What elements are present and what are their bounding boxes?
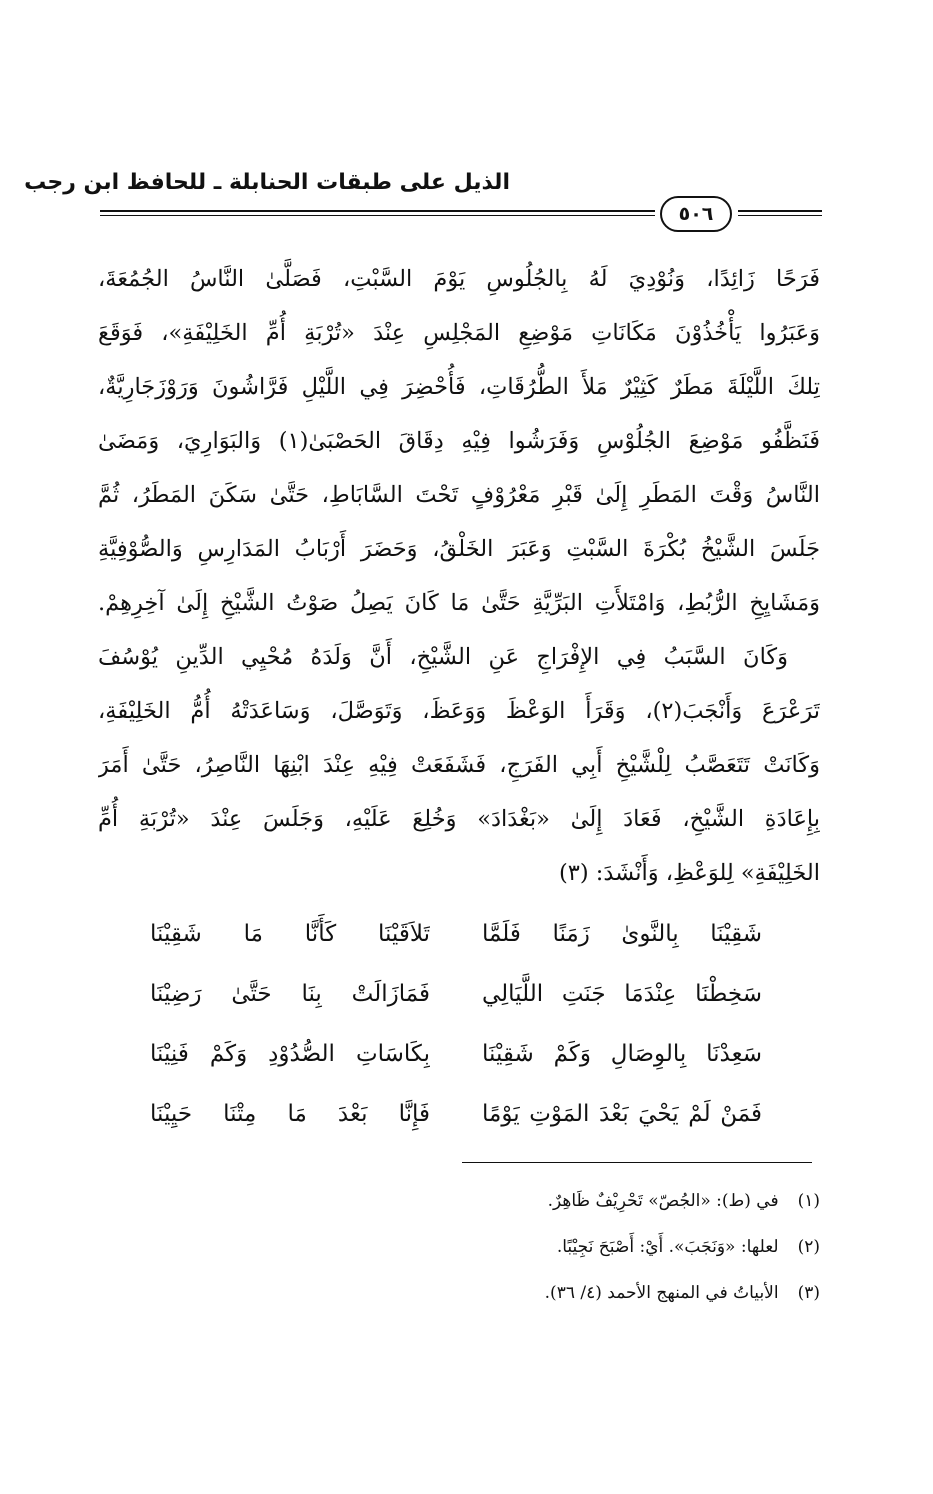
verse-second-hemistich: تَلاَقَيْنَا كَأَنَّا مَا شَقِيْنَا <box>150 921 430 947</box>
verse-first-hemistich: سَعِدْنَا بِالوِصَالِ وَكَمْ شَقِيْنَا <box>482 1041 762 1067</box>
footnote-number: (٢) <box>797 1237 820 1257</box>
running-title: الذيل على طبقات الحنابلة ـ للحافظ ابن رجب <box>24 170 510 195</box>
verse-first-hemistich: سَخِطْنَا عِنْدَمَا جَنَتِ اللَّيَالِي <box>482 981 762 1007</box>
verse-second-hemistich: فَإِنَّا بَعْدَ مَا مِتْنَا حَيِيْنَا <box>150 1101 430 1127</box>
poem-verse <box>150 1024 762 1084</box>
footnote <box>300 1224 820 1270</box>
footnotes <box>300 1178 820 1316</box>
footnote-separator <box>462 1162 812 1163</box>
footnote <box>300 1270 820 1316</box>
body-text <box>98 252 820 900</box>
text-line: فَرَحًا زَائِدًا، وَنُوْدِيَ لَهُ بِالجُلُوسِ يَوْمَ السَّبْتِ، فَصَلَّىٰ النَّاسُ الجُمُعَةَ، <box>98 266 820 292</box>
footnote-number: (١) <box>797 1191 820 1211</box>
text-line: فَنَظَّفُو مَوْضِعَ الجُلُوْسِ وَفَرَشُوا فِيْهِ دِقَاقَ الحَصْبَىٰ(١) وَالبَوَارِيَ، وَمَضَىٰ <box>98 428 820 454</box>
poem-verse <box>150 904 762 964</box>
verse-first-hemistich: فَمَنْ لَمْ يَحْيَ بَعْدَ المَوْتِ يَوْمًا <box>482 1101 762 1127</box>
footnote-number: (٣) <box>797 1283 820 1303</box>
verse-second-hemistich: فَمَازَالَتْ بِنَا حَتَّىٰ رَضِيْنَا <box>150 981 430 1007</box>
footnote-text: الأبياتُ في المنهج الأحمد (٤/ ٣٦). <box>544 1283 779 1303</box>
footnote-text: في (ط): «الجُصّ» تَحْرِيْفٌ ظَاهِرٌ. <box>547 1191 779 1211</box>
footnote-text: لعلها: «وَنَجَبَ». أَيْ: أَصْبَحَ نَجِيْبًا. <box>556 1237 779 1257</box>
text-line: وَعَبَرُوا يَأْخُذُوْنَ مَكَانَاتِ مَوْضِعِ المَجْلِسِ عِنْدَ «تُرْبَةِ أُمِّ الخَلِيْفَةِ»، فَوَقَعَ <box>98 320 820 346</box>
text-line: وَكَانَ السَّبَبُ فِي الإِفْرَاجِ عَنِ الشَّيْخِ، أَنَّ وَلَدَهُ مُحْيِي الدِّينِ يُوْسُفَ <box>98 644 788 670</box>
poem-verse <box>150 964 762 1024</box>
header-rule <box>100 215 655 216</box>
header-rule <box>738 210 822 212</box>
header-rule <box>100 210 655 212</box>
text-line: تِلكَ اللَّيْلَةَ مَطَرٌ كَثِيْرٌ مَلأَ الطُّرُقَاتِ، فَأُحْضِرَ فِي اللَّيْلِ فَرَّاشُونَ وَرَوْزَجَارِيَّةٌ، <box>98 374 820 400</box>
text-line: تَرَعْرَعَ وَأَنْجَبَ(٢)، وَقَرَأَ الوَعْظَ وَوَعَظَ، وَتَوَصَّلَ، وَسَاعَدَتْهُ أُمُّ الخَلِيْفَةِ، <box>98 698 820 724</box>
text-line: وَمَشَايِخِ الرُّبُطِ، وَامْتَلأَتِ البَرِّيَّةِ حَتَّىٰ مَا كَانَ يَصِلُ صَوْتُ الشَّيْخِ إِلَىٰ آخِرِهِمْ. <box>98 590 820 616</box>
poem <box>150 904 762 1144</box>
text-line: جَلَسَ الشَّيْخُ بُكْرَةَ السَّبْتِ وَعَبَرَ الخَلْقُ، وَحَضَرَ أَرْبَابُ المَدَارِسِ وَالصُّوْفِيَّةِ <box>98 536 820 562</box>
text-line: الخَلِيْفَةِ» لِلوَعْظِ، وَأَنْشَدَ: (٣) <box>558 860 820 886</box>
text-line: بِإِعَادَةِ الشَّيْخِ، فَعَادَ إِلَىٰ «بَغْدَادَ» وَخُلِعَ عَلَيْهِ، وَجَلَسَ عِنْدَ «تُرْبَةِ أُمِّ <box>98 806 820 832</box>
page-number: ٥٠٦ <box>660 196 732 232</box>
footnote <box>300 1178 820 1224</box>
poem-verse <box>150 1084 762 1144</box>
text-line: النَّاسُ وَقْتَ المَطَرِ إِلَىٰ قَبْرِ مَعْرُوْفٍ تَحْتَ السَّابَاطِ، حَتَّىٰ سَكَنَ المَطَرُ، ثُمَّ <box>98 482 820 508</box>
verse-first-hemistich: شَقِيْنَا بِالنَّوىٰ زَمَنًا فَلَمَّا <box>482 921 762 947</box>
text-line: وَكَانَتْ تَتَعَصَّبُ لِلْشَّيْخِ أَبِي الفَرَجِ، فَشَفَعَتْ فِيْهِ عِنْدَ ابْنِهَا النَّاصِرُ، حَتَّىٰ أَمَرَ <box>98 752 820 778</box>
verse-second-hemistich: بِكَاسَاتِ الصُّدُوْدِ وَكَمْ فَنِيْنَا <box>150 1041 430 1067</box>
header-rule <box>738 215 822 216</box>
